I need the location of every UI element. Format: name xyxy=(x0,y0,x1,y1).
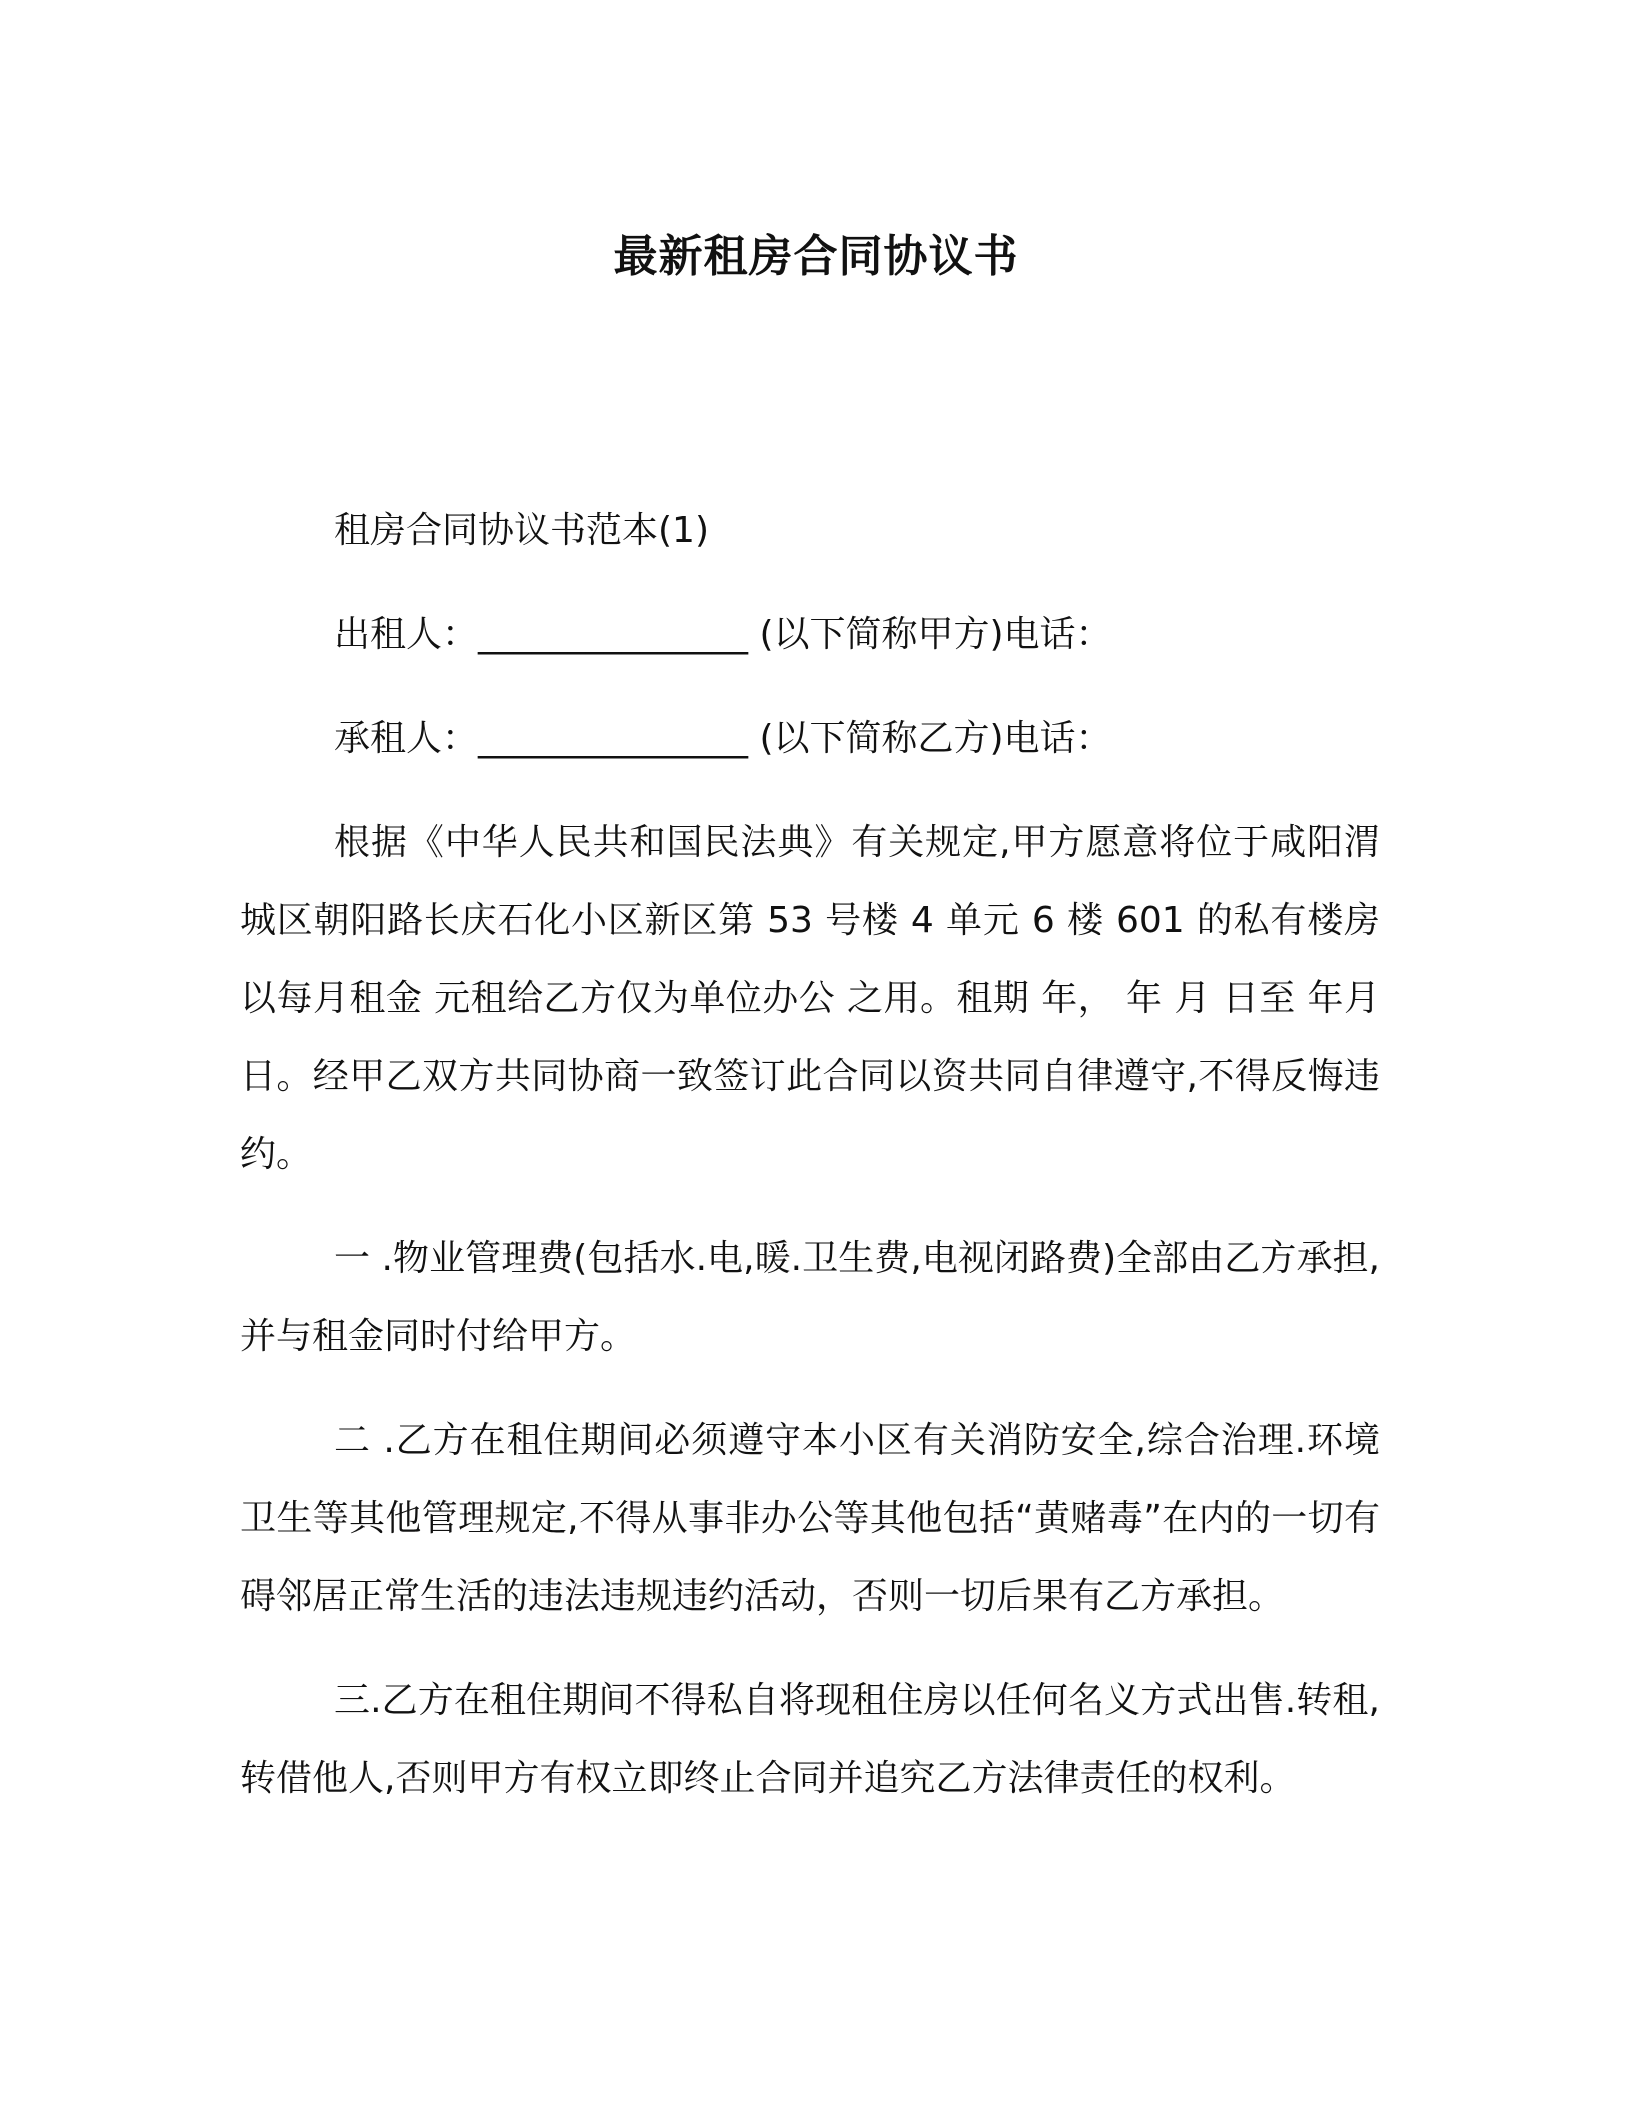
clause-3-paragraph: 三.乙方在租住期间不得私自将现租住房以任何名义方式出售.转租,转借他人,否则甲方有权立即终止合同并追究乙方法律责任的权利。 xyxy=(240,1680,1380,1799)
clause-2-paragraph: 二 .乙方在租住期间必须遵守本小区有关消防安全,综合治理.环境卫生等其他管理规定,不得从事非办公等其他包括“黄赌毒”在内的一切有碍邻居正常生活的违法违规违约活动，否则一切后果有乙方承担。 xyxy=(240,1420,1380,1617)
template-subtitle: 租房合同协议书范本(1) xyxy=(334,510,709,551)
clause-1-paragraph: 一 .物业管理费(包括水.电,暖.卫生费,电视闭路费)全部由乙方承担,并与租金同时付给甲方。 xyxy=(240,1238,1380,1357)
lessee-line: 承租人：_______________ (以下简称乙方)电话： xyxy=(334,718,1112,759)
contract-intro-paragraph: 根据《中华人民共和国民法典》有关规定,甲方愿意将位于咸阳渭城区朝阳路长庆石化小区新区第 53 号楼 4 单元 6 楼 601 的私有楼房以每月租金 元租给乙方仅为单位办公 之用。租期 年， 年 月 日至 年月 日。经甲乙双方共同协商一致签订此合同以资共同自律遵守,不得反悔违约。 xyxy=(240,822,1380,1175)
document-body xyxy=(240,492,1380,1818)
lessor-line: 出租人：_______________ (以下简称甲方)电话： xyxy=(334,614,1112,655)
document-title: 最新租房合同协议书 xyxy=(613,231,1019,282)
